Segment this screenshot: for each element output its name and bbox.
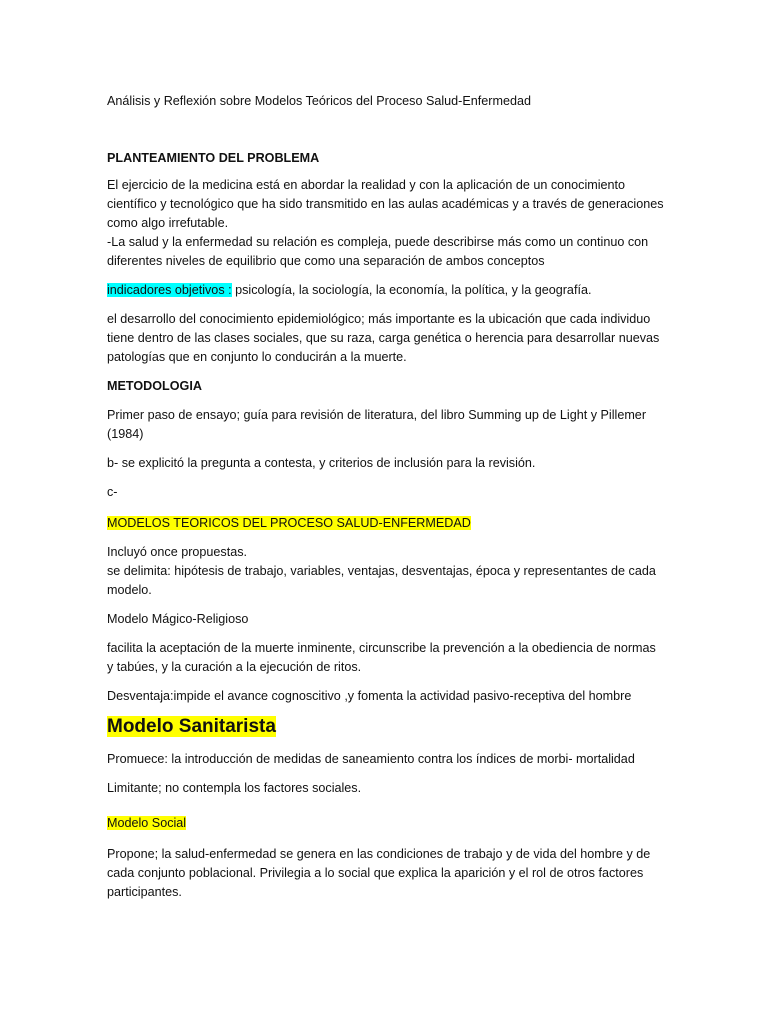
text-line: facilita la aceptación de la muerte inminente, circunscribe la prevención a la obediencia de normas bbox=[107, 641, 656, 655]
text-line: El ejercicio de la medicina está en abordar la realidad y con la aplicación de un conocimiento bbox=[107, 178, 626, 192]
document-title: Análisis y Reflexión sobre Modelos Teóricos del Proceso Salud-Enfermedad bbox=[107, 94, 531, 108]
heading-metodologia: METODOLOGIA bbox=[107, 379, 202, 393]
text-line: tiene dentro de las clases sociales, que su raza, carga genética o herencia para desarrollar nuevas bbox=[107, 331, 660, 345]
paragraph-epidemiologico bbox=[107, 310, 728, 367]
text-line: (1984) bbox=[107, 427, 144, 441]
paragraph-modelos-intro bbox=[107, 543, 728, 600]
indicadores-text: psicología, la sociología, la economía, la política, y la geografía. bbox=[231, 283, 592, 297]
paragraph-promueve: Promuece: la introducción de medidas de saneamiento contra los índices de morbi- mortalidad bbox=[107, 752, 635, 766]
text-line: Incluyó once propuestas. bbox=[107, 545, 248, 559]
text-line: cada conjunto poblacional. Privilegia a lo social que explica la aparición y el rol de otros factores bbox=[107, 866, 644, 880]
paragraph-metodologia-1 bbox=[107, 406, 728, 444]
paragraph-desventaja: Desventaja:impide el avance cognoscitivo ,y fomenta la actividad pasivo-receptiva del hombre bbox=[107, 689, 632, 703]
text-line: científico y tecnológico que ha sido transmitido en las aulas académicas y a través de generaciones bbox=[107, 197, 664, 211]
heading-modelo-sanitarista bbox=[107, 714, 728, 740]
paragraph-metodologia-3: c- bbox=[107, 485, 118, 499]
highlight-indicadores: indicadores objetivos : bbox=[107, 283, 232, 297]
paragraph-metodologia-2: b- se explicitó la pregunta a contesta, y criterios de inclusión para la revisión. bbox=[107, 456, 536, 470]
highlight-modelo-social: Modelo Social bbox=[107, 816, 187, 830]
text-line: se delimita: hipótesis de trabajo, variables, ventajas, desventajas, época y representantes de cada bbox=[107, 564, 656, 578]
text-line: modelo. bbox=[107, 583, 152, 597]
heading-modelos-teoricos bbox=[107, 514, 728, 533]
text-line: Propone; la salud-enfermedad se genera en las condiciones de trabajo y de vida del hombre y de bbox=[107, 847, 651, 861]
text-line: y tabúes, y la curación a la ejecución de ritos. bbox=[107, 660, 362, 674]
text-line: como algo irrefutable. bbox=[107, 216, 229, 230]
text-line: -La salud y la enfermedad su relación es compleja, puede describirse más como un continuo con bbox=[107, 235, 649, 249]
heading-planteamiento: PLANTEAMIENTO DEL PROBLEMA bbox=[107, 151, 320, 165]
heading-modelo-magico-religioso: Modelo Mágico-Religioso bbox=[107, 612, 249, 626]
paragraph-modelo-social bbox=[107, 845, 728, 902]
paragraph-magico-religioso bbox=[107, 639, 728, 677]
text-line: diferentes niveles de equilibrio que como una separación de ambos conceptos bbox=[107, 254, 545, 268]
highlight-modelos-teoricos: MODELOS TEORICOS DEL PROCESO SALUD-ENFERMEDAD bbox=[107, 516, 471, 530]
text-line: participantes. bbox=[107, 885, 182, 899]
text-line: patologías que en conjunto lo conducirán a la muerte. bbox=[107, 350, 407, 364]
paragraph-limitante: Limitante; no contempla los factores sociales. bbox=[107, 781, 362, 795]
heading-modelo-social bbox=[107, 814, 728, 833]
paragraph-intro bbox=[107, 176, 728, 271]
text-line: Primer paso de ensayo; guía para revisión de literatura, del libro Summing up de Light y Pillemer bbox=[107, 408, 647, 422]
highlight-modelo-sanitarista: Modelo Sanitarista bbox=[107, 716, 276, 737]
text-line: el desarrollo del conocimiento epidemiológico; más importante es la ubicación que cada individuo bbox=[107, 312, 651, 326]
paragraph-indicadores bbox=[107, 281, 728, 300]
